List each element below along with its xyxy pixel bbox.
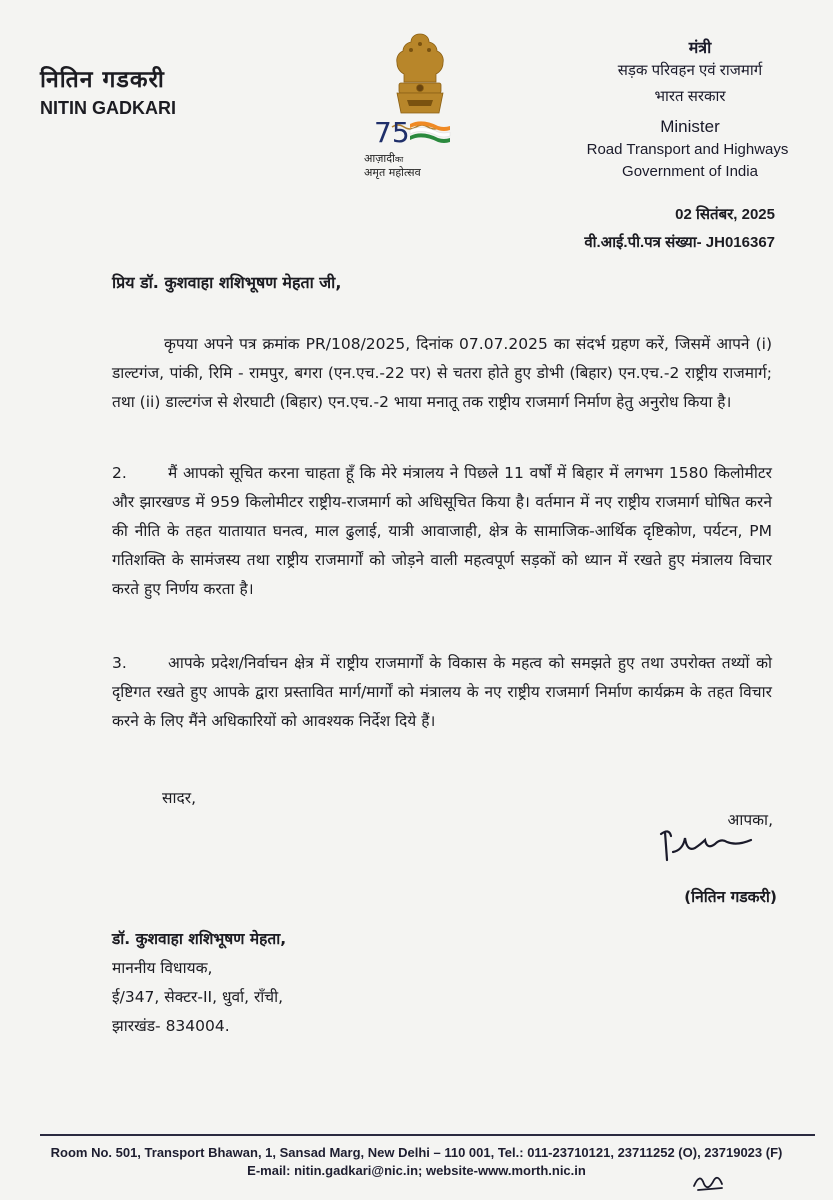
paragraph-2-number: 2. bbox=[112, 464, 127, 482]
tricolour-75-icon bbox=[362, 112, 458, 148]
government-hindi: भारत सरकार bbox=[654, 88, 726, 105]
paragraph-3-number: 3. bbox=[112, 654, 127, 672]
logo-line1: आज़ादी bbox=[364, 152, 395, 165]
recipient-address: ई/347, सेक्टर-II, धुर्वा, राँची, bbox=[112, 988, 284, 1006]
footer-contact: E-mail: nitin.gadkari@nic.in; website-www.morth.nic.in bbox=[247, 1163, 586, 1178]
government-english: Government of India bbox=[622, 163, 758, 180]
paragraph-3 bbox=[112, 649, 772, 736]
paragraph-2 bbox=[112, 459, 772, 604]
designation-english: Minister bbox=[660, 117, 720, 136]
recipient-name: डॉ. कुशवाहा शशिभूषण मेहता, bbox=[112, 930, 287, 948]
azadi-ka-amrit-mahotsav-logo bbox=[362, 112, 458, 196]
signatory-name: (नितिन गडकरी) bbox=[684, 888, 777, 906]
logo-line1-small: का bbox=[394, 155, 404, 164]
paragraph-1: कृपया अपने पत्र क्रमांक PR/108/2025, दिनांक 07.07.2025 का संदर्भ ग्रहण करें, जिसमें आपने (i) डाल्टगंज, पांकी, रिमि - रामपुर, बगरा (एन.एच.-22 पर) से चतरा होते हुए डोभी (बिहार) एन.एच.-2 राष्ट्रीय राजमार्ग; तथा (ii) डाल्टगंज से शेरघाटी (बिहार) एन.एच.-2 भाया मनातू तक राष्ट्रीय राजमार्ग निर्माण हेतु अनुरोध किया है। bbox=[112, 335, 772, 411]
paragraph-2-text: मैं आपको सूचित करना चाहता हूँ कि मेरे मंत्रालय ने पिछले 11 वर्षों में बिहार में लगभग 1580 किलोमीटर और झारखण्ड में 959 किलोमीटर राष्ट्रीय-राजमार्ग को अधिसूचित किया है। वर्तमान में नए राष्ट्रीय राजमार्ग घोषित करने की नीति के तहत यातायात घनत्व, माल ढुलाई, यात्री आवाजाही, क्षेत्र के सामाजिक-आर्थिक दृष्टिकोण, पर्यटन, PM गतिशक्ति के सामंजस्य तथा राष्ट्रीय राजमार्गों को जोड़ने वाली महत्वपूर्ण सड़कों को ध्यान में रखते हुए मंत्रालय विचार करते हुए निर्णय करता है। bbox=[112, 464, 772, 598]
salutation: प्रिय डॉ. कुशवाहा शशिभूषण मेहता जी, bbox=[112, 273, 342, 292]
paragraph-3-text: आपके प्रदेश/निर्वाचन क्षेत्र में राष्ट्रीय राजमार्गों के विकास के महत्व को समझते हुए तथा उपरोक्त तथ्यों को दृष्टिगत रखते हुए आपके द्वारा प्रस्तावित मार्ग/मार्गों को मंत्रालय के नए राष्ट्रीय राजमार्ग निर्माण कार्यक्रम के तहत विचार करने के लिए मैंने अधिकारियों को आवश्यक निर्देश दिये हैं। bbox=[112, 654, 772, 730]
reference-number: वी.आई.पी.पत्र संख्या- JH016367 bbox=[584, 234, 775, 251]
footer-divider bbox=[40, 1134, 815, 1136]
letter-date: 02 सितंबर, 2025 bbox=[675, 206, 775, 223]
handwritten-initials bbox=[688, 1164, 728, 1194]
footer-address: Room No. 501, Transport Bhawan, 1, Sansad Marg, New Delhi – 110 001, Tel.: 011-23710121, 23711252 (O), 23719023 (F) bbox=[50, 1145, 783, 1160]
yours-faithfully: आपका, bbox=[727, 811, 773, 829]
ministry-english: Road Transport and Highways bbox=[586, 141, 789, 158]
logo-line2: अमृत महोत्सव bbox=[364, 166, 421, 179]
sender-name-hindi: नितिन गडकरी bbox=[40, 67, 165, 93]
ministry-hindi: सड़क परिवहन एवं राजमार्ग bbox=[617, 62, 763, 79]
handwritten-signature bbox=[655, 822, 775, 870]
logo-number: 75 bbox=[374, 116, 410, 148]
recipient-title: माननीय विधायक, bbox=[112, 959, 213, 977]
recipient-state-pin: झारखंड- 834004. bbox=[112, 1017, 230, 1035]
closing: सादर, bbox=[162, 789, 196, 807]
sender-name-english: NITIN GADKARI bbox=[40, 98, 176, 118]
designation-hindi: मंत्री bbox=[688, 40, 712, 57]
